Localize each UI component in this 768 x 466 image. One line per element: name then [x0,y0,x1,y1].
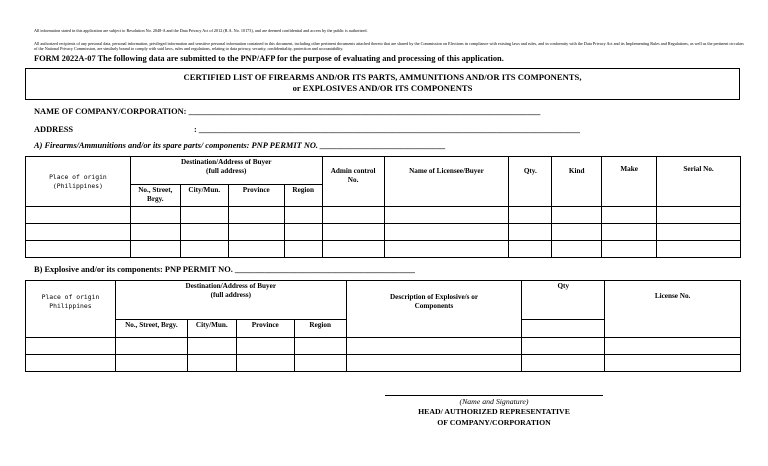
table-cell[interactable] [228,207,284,224]
description-header: Description of Explosive/s or Components [346,281,522,338]
city-header: City/Mun. [187,320,236,338]
table-cell[interactable] [284,241,322,258]
table-cell[interactable] [294,355,346,372]
table-cell[interactable] [228,224,284,241]
region-header: Region [294,320,346,338]
kind-header: Kind [552,157,602,207]
city-header: City/Mun. [180,185,228,207]
address-field: : ___________________________________________________________________________________________ [194,125,580,134]
company-field-label: NAME OF COMPANY/CORPORATION: ____________________________________________________________________________________ [34,107,541,116]
table-cell[interactable] [322,224,384,241]
table-cell[interactable] [509,207,552,224]
signature-line [385,395,603,396]
table-cell[interactable] [384,241,509,258]
table-cell[interactable] [130,224,180,241]
street-header: No., Street, Brgy. [130,185,180,207]
section-b-label: B) Explosive and/or its components: PNP PERMIT NO. ___________________________________________ [34,265,415,274]
table-cell[interactable] [26,224,131,241]
table-cell[interactable] [130,207,180,224]
document-title [25,68,740,100]
name-signature-caption: (Name and Signature) [459,397,529,406]
table-cell[interactable] [509,241,552,258]
qty-header: Qty. [509,157,552,207]
table-cell[interactable] [236,355,294,372]
admin-control-header: Admin control No. [322,157,384,207]
form-line: FORM 2022A-07 The following data are submitted to the PNP/AFP for the purpose of evaluating and processing of this application. [34,54,504,63]
table-cell[interactable] [228,241,284,258]
table-cell[interactable] [322,207,384,224]
table-cell[interactable] [322,241,384,258]
street-header: No., Street, Brgy. [115,320,187,338]
licensee-header: Name of Licensee/Buyer [384,157,509,207]
table-cell[interactable] [26,338,116,355]
make-header: Make [602,157,657,207]
signatory-title-1: HEAD/ AUTHORIZED REPRESENTATIVE [418,407,570,416]
destination-header: Destination/Address of Buyer (full address) [115,281,346,320]
table-cell[interactable] [605,338,741,355]
table-cell[interactable] [130,241,180,258]
table-cell[interactable] [115,338,187,355]
table-cell[interactable] [294,338,346,355]
table-cell[interactable] [657,241,741,258]
address-label: ADDRESS [34,125,74,134]
license-header: License No. [605,281,741,338]
table-cell[interactable] [552,241,602,258]
table-cell[interactable] [552,207,602,224]
table-row [26,355,741,372]
table-cell[interactable] [509,224,552,241]
serial-header: Serial No. [657,157,741,207]
qty-header: Qty [522,281,605,320]
province-header: Province [236,320,294,338]
table-cell[interactable] [284,207,322,224]
table-cell[interactable] [605,355,741,372]
table-cell[interactable] [26,355,116,372]
table-cell[interactable] [384,207,509,224]
region-header: Region [284,185,322,207]
firearms-table [25,156,741,258]
table-cell[interactable] [187,355,236,372]
table-cell[interactable] [384,224,509,241]
signatory-title-2: OF COMPANY/CORPORATION [437,418,551,427]
privacy-notice-1: All information stated in this application are subject to Resolution No. 2048-A and the Data Privacy Act of 2012 (R.A. No. 10173), and are deemed confidential and access by the public is authorized. [34,28,368,33]
table-row [26,224,741,241]
table-cell[interactable] [187,338,236,355]
table-cell[interactable] [180,241,228,258]
table-row [26,241,741,258]
table-cell[interactable] [180,224,228,241]
table-cell[interactable] [180,207,228,224]
table-cell[interactable] [26,207,131,224]
title-line-2: or EXPLOSIVES AND/OR ITS COMPONENTS [292,83,473,93]
table-cell[interactable] [602,224,657,241]
table-cell[interactable] [284,224,322,241]
title-line-1: CERTIFIED LIST OF FIREARMS AND/OR ITS PARTS, AMMUNITIONS AND/OR ITS COMPONENTS, [183,72,582,82]
table-cell[interactable] [657,207,741,224]
table-row [26,338,741,355]
table-cell[interactable] [236,338,294,355]
place-of-origin-header: Place of origin (Philippines) [26,157,131,207]
table-cell[interactable] [602,241,657,258]
table-cell[interactable] [522,355,605,372]
destination-header: Destination/Address of Buyer (full address) [130,157,322,185]
explosives-table [25,280,741,372]
table-cell[interactable] [346,355,522,372]
table-cell[interactable] [552,224,602,241]
table-row [26,207,741,224]
table-cell[interactable] [26,241,131,258]
place-of-origin-header: Place of origin Philippines [26,281,116,338]
table-cell[interactable] [115,355,187,372]
province-header: Province [228,185,284,207]
qty-cell[interactable] [522,320,605,338]
table-cell[interactable] [657,224,741,241]
table-cell[interactable] [522,338,605,355]
table-cell[interactable] [602,207,657,224]
section-a-label: A) Firearms/Ammunitions and/or its spare parts/ components: PNP PERMIT NO. ______________________________ [34,141,446,150]
table-cell[interactable] [346,338,522,355]
privacy-notice-2: All authorized recipients of any personal data, personal information, privileged information and sensitive personal information contained in this document, including other pertinent documents attached thereto that are shared by the Commission on Elections in compliance with existing laws and rules, and in conformity with the Data Privacy Act and its Implementing Rules and Regulations, as well as the pertinent circulars of the National Privacy Commission, are similarly bound to comply with said laws, rules and regulations, relating to data privacy, security, confidentiality, protection and accountability. [34,41,744,51]
